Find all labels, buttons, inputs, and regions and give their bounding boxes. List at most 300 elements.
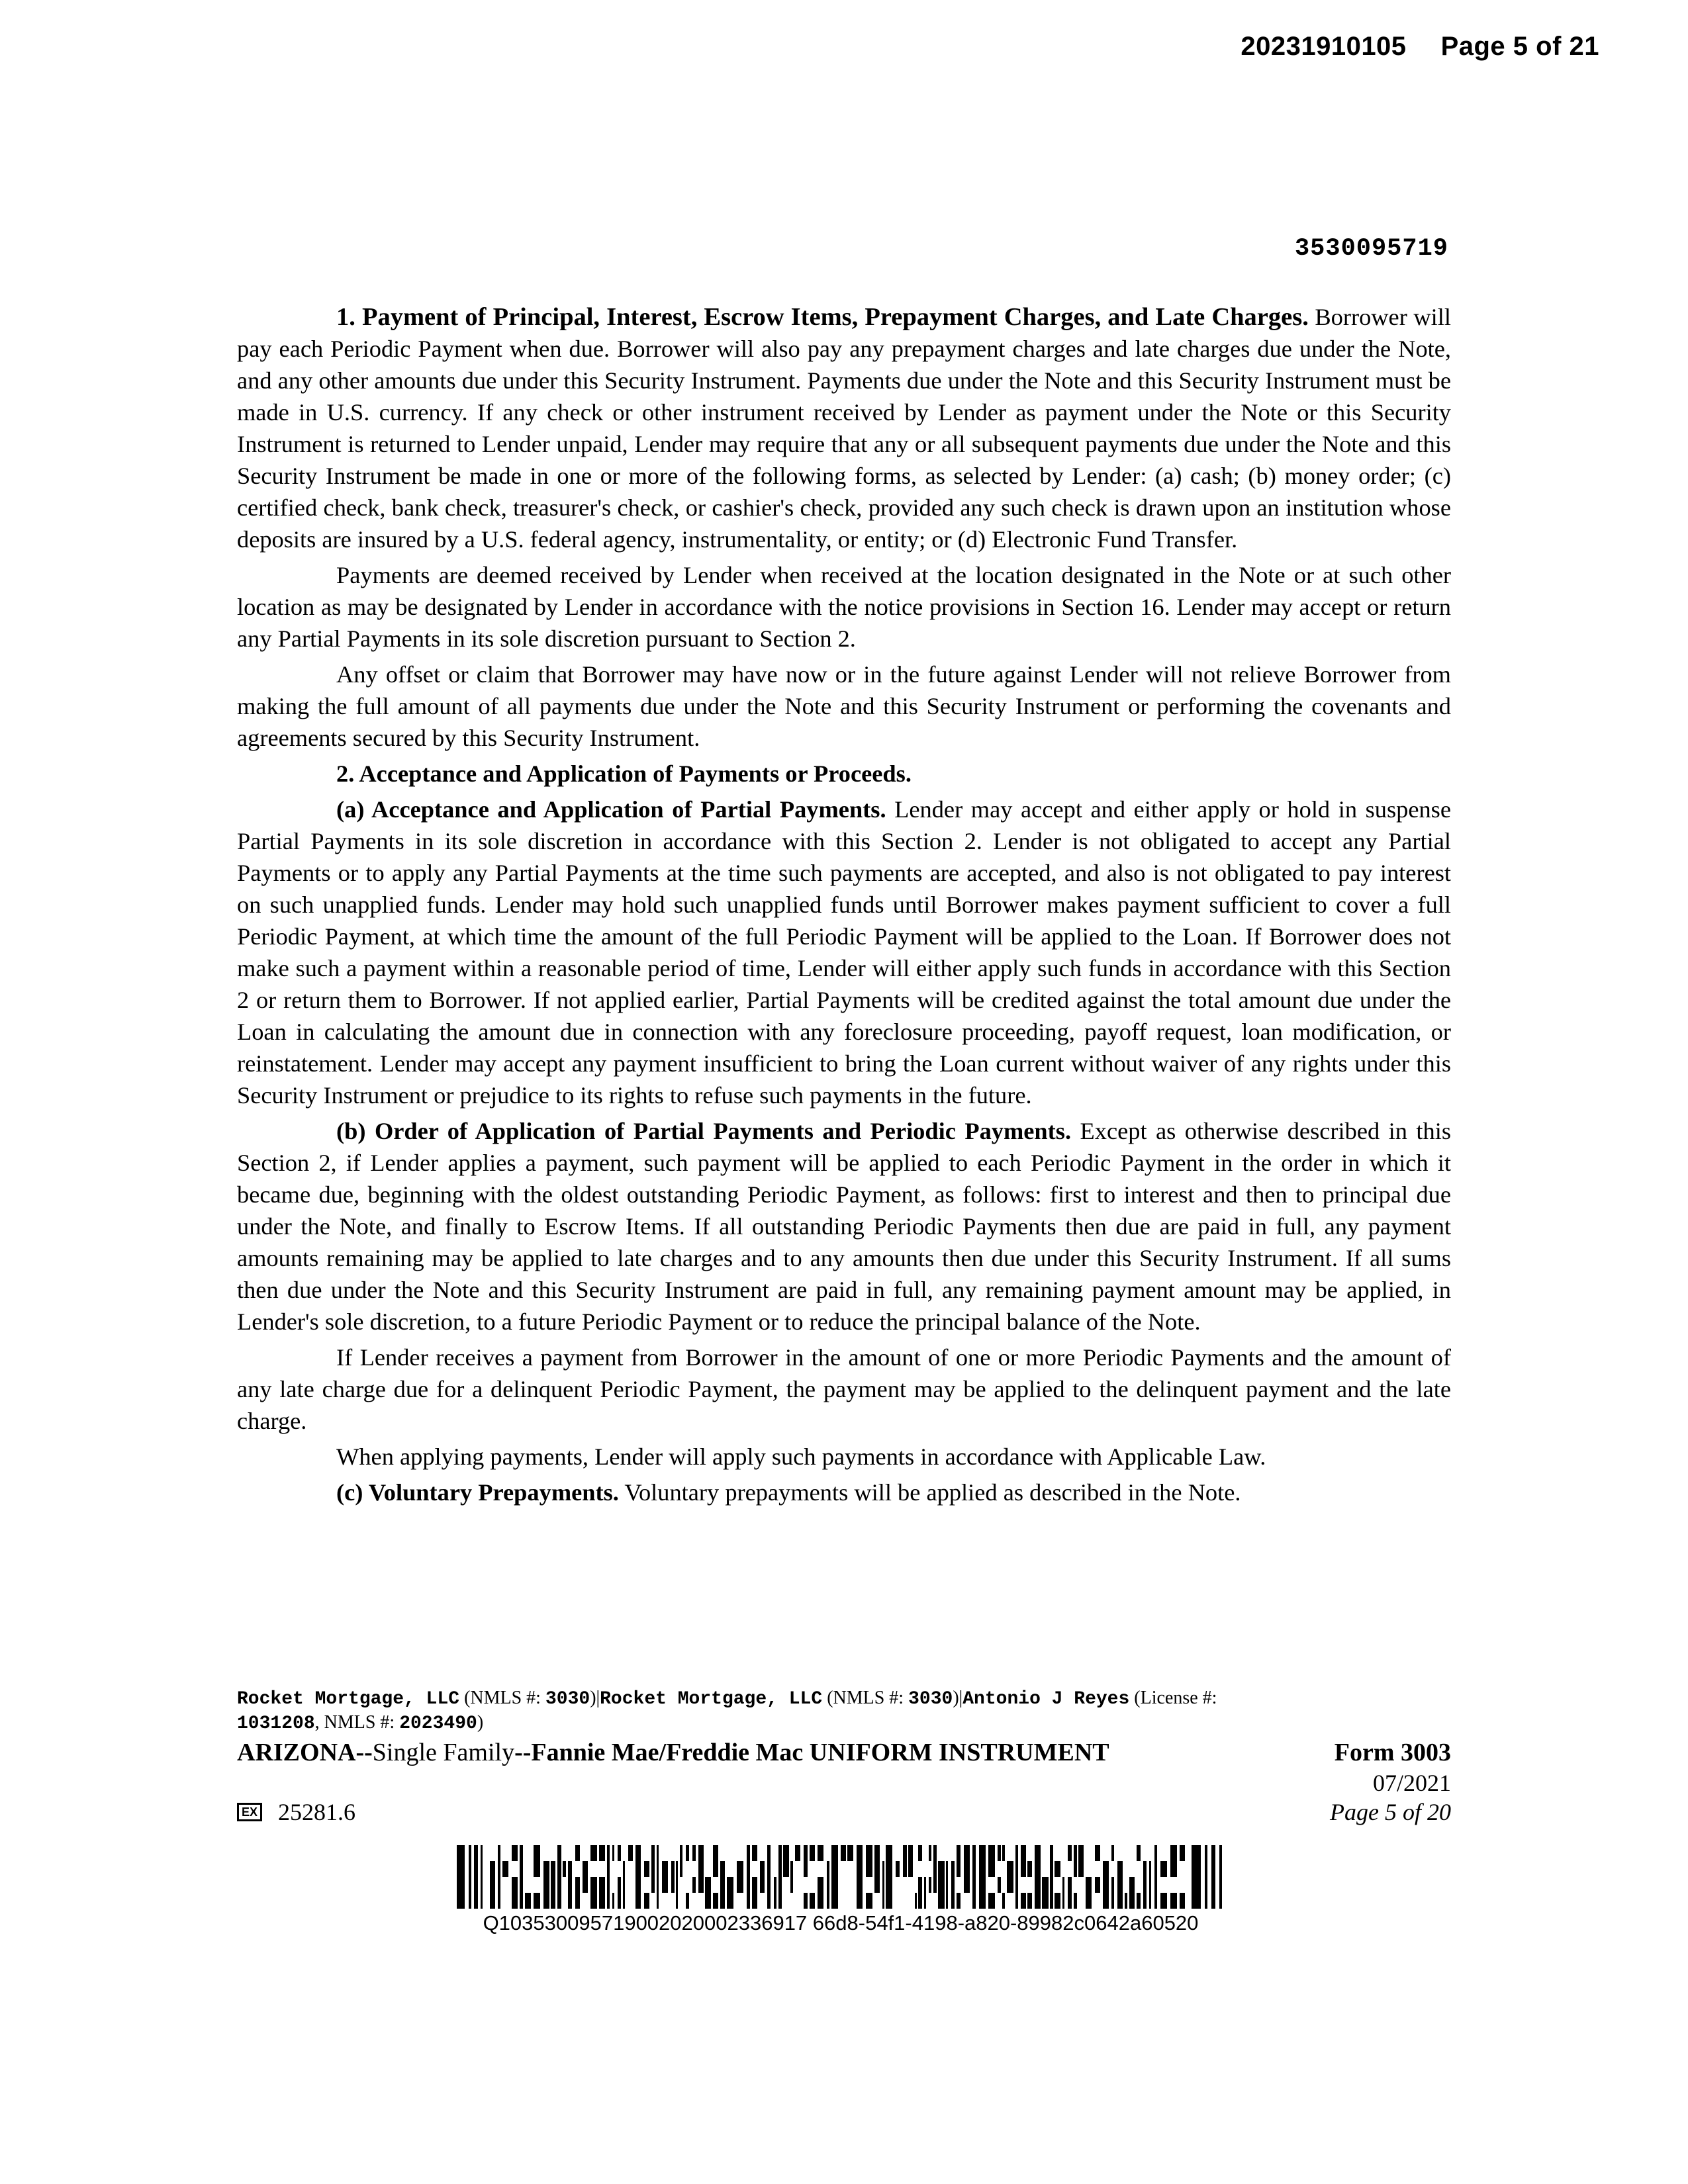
barcode-bar xyxy=(698,1877,704,1893)
barcode-bar xyxy=(908,1845,913,1861)
barcode-bar xyxy=(1074,1893,1077,1909)
barcode-bar xyxy=(1137,1845,1141,1861)
barcode-bar xyxy=(1027,1861,1032,1877)
barcode-bar xyxy=(866,1861,872,1877)
barcode-bar xyxy=(957,1893,961,1909)
nmls-label-3: , NMLS #: xyxy=(314,1712,400,1733)
barcode-bar xyxy=(698,1845,704,1861)
barcode-bar xyxy=(804,1893,808,1909)
barcode-bar xyxy=(676,1861,678,1877)
barcode-bar xyxy=(988,1845,995,1861)
barcode-bar xyxy=(1125,1893,1127,1909)
form-title: ARIZONA--Single Family--Fannie Mae/Freddie Mac UNIFORM INSTRUMENT xyxy=(237,1739,1109,1766)
barcode-bar xyxy=(568,1893,572,1909)
barcode-bar xyxy=(810,1893,815,1909)
barcode-bar xyxy=(543,1877,549,1893)
barcode-bar xyxy=(713,1845,718,1861)
barcode-bar xyxy=(490,1893,495,1909)
barcode-bar xyxy=(946,1893,948,1909)
barcode-bar xyxy=(1103,1893,1109,1909)
barcode-bar xyxy=(469,1845,471,1909)
barcode-bar xyxy=(874,1861,880,1877)
barcode-bar xyxy=(988,1861,995,1877)
barcode-bar xyxy=(713,1893,718,1909)
barcode-bar xyxy=(1015,1893,1018,1909)
barcode-bar xyxy=(924,1893,926,1909)
barcode-bar xyxy=(1002,1845,1005,1861)
barcode-bar xyxy=(918,1893,922,1909)
barcode-bar xyxy=(790,1877,793,1893)
barcode-bar xyxy=(857,1861,863,1877)
barcode-bar xyxy=(1154,1845,1157,1861)
barcode-bar xyxy=(543,1893,549,1909)
barcode-bar xyxy=(1050,1861,1053,1877)
barcode-bar xyxy=(481,1845,483,1909)
barcode-bar xyxy=(938,1877,945,1893)
barcode-bar xyxy=(657,1877,659,1893)
barcode-bar xyxy=(1103,1861,1109,1877)
barcode-bar xyxy=(551,1861,555,1877)
barcode-bar xyxy=(933,1877,937,1893)
barcode-bar xyxy=(810,1845,815,1861)
barcode-bar xyxy=(1111,1877,1114,1893)
section-2b-title: (b) Order of Application of Partial Payments and Periodic Payments. xyxy=(336,1118,1072,1144)
page-footer xyxy=(237,1686,1451,1827)
barcode-bar xyxy=(563,1861,566,1877)
barcode-bar xyxy=(1068,1877,1072,1893)
section-2-title: 2. Acceptance and Application of Payments or Proceeds. xyxy=(336,760,912,787)
barcode-bar xyxy=(882,1877,884,1893)
recording-page-label: Page 5 of 21 xyxy=(1440,32,1599,61)
barcode-bar xyxy=(720,1861,725,1877)
barcode-bar xyxy=(520,1893,523,1909)
barcode-bar xyxy=(590,1877,597,1893)
nmls-number-3: 2023490 xyxy=(399,1713,477,1734)
barcode-bar xyxy=(551,1893,555,1909)
section-2b-paragraph-3: When applying payments, Lender will apply such payments in accordance with Applicable Law. xyxy=(336,1443,1266,1470)
barcode-bar xyxy=(747,1861,750,1877)
barcode-bar xyxy=(590,1893,597,1909)
barcode-bar xyxy=(1211,1845,1215,1909)
barcode-bar xyxy=(575,1877,580,1893)
barcode-bar xyxy=(1180,1893,1185,1909)
barcode-bar xyxy=(857,1845,863,1861)
barcode-bar xyxy=(607,1861,610,1877)
barcode-bar xyxy=(886,1861,892,1877)
barcode-bar xyxy=(1078,1845,1084,1861)
barcode-bar xyxy=(490,1877,495,1893)
section-2b-paragraph-2: If Lender receives a payment from Borrower in the amount of one or more Periodic Payments and the amount of any late charge due for a delinquent Periodic Payment, the payment may be applied to the delinquent payment and the late charge. xyxy=(237,1344,1451,1434)
barcode-bar xyxy=(767,1893,771,1909)
barcode-bar xyxy=(575,1893,580,1909)
barcode-bar xyxy=(1160,1861,1167,1877)
barcode-bar xyxy=(686,1893,689,1909)
barcode-bar xyxy=(671,1861,675,1877)
nmls-number-1: 3030 xyxy=(545,1689,590,1709)
barcode-bar xyxy=(727,1877,733,1893)
barcode-bar xyxy=(972,1861,976,1877)
barcode-bar xyxy=(498,1877,500,1893)
barcode-bar xyxy=(1035,1893,1041,1909)
barcode-bar xyxy=(767,1845,771,1861)
barcode-bar xyxy=(804,1845,808,1861)
barcode-bar xyxy=(520,1877,523,1893)
barcode-bar xyxy=(964,1861,970,1877)
barcode-bar xyxy=(1143,1877,1147,1893)
barcode-bar xyxy=(1154,1877,1157,1893)
barcode-bar xyxy=(886,1877,892,1893)
barcode-bar xyxy=(1192,1845,1201,1909)
barcode-text: Q103530095719002020002336917 66d8-54f1-4198-a820-89982c0642a60520 xyxy=(483,1911,1199,1934)
barcode-bar xyxy=(1074,1861,1077,1877)
barcode-bar xyxy=(874,1845,880,1861)
barcode-bar xyxy=(599,1877,605,1893)
barcode-bar xyxy=(1117,1861,1123,1877)
barcode-bar xyxy=(635,1877,641,1893)
barcode-bar xyxy=(857,1893,863,1909)
barcode-bar xyxy=(964,1845,970,1861)
section-2a-text: Lender may accept and either apply or hold in suspense Partial Payments in its sole discretion in accordance with this Section 2. Lender is not obligated to accept any Partial Payments or to apply any Partial Payments at the time such payments are accepted, and also is not obligated to pay interest on such unapplied funds. Lender may hold such unapplied funds until Borrower makes payment sufficient to cover a full Periodic Payment, at which time the amount of the full Periodic Payment will be applied to the Loan. If Borrower does not make such a payment within a reasonable period of time, Lender will either apply such funds in accordance with this Section 2 or return them to Borrower. If not applied earlier, Partial Payments will be credited against the total amount due under the Loan in calculating the amount due in connection with any foreclosure proceeding, payoff request, loan modification, or reinstatement. Lender may accept any payment insufficient to bring the Loan current without waiver of any rights under this Security Instrument or prejudice to its rights to refuse such payments in the future. xyxy=(237,796,1451,1109)
barcode-bar xyxy=(1149,1893,1151,1909)
barcode-bar xyxy=(1050,1877,1053,1893)
barcode-bar xyxy=(831,1877,838,1893)
barcode-bar xyxy=(1027,1893,1032,1909)
barcode-bar xyxy=(979,1861,986,1877)
barcode-bar xyxy=(727,1893,733,1909)
barcode-bar xyxy=(1137,1893,1141,1909)
barcode-bar xyxy=(924,1877,926,1893)
barcode-bar xyxy=(1117,1893,1123,1909)
barcode-bar xyxy=(747,1845,750,1861)
barcode-bar xyxy=(543,1861,549,1877)
barcode-bar xyxy=(680,1861,682,1877)
barcode-bar xyxy=(599,1893,605,1909)
barcode-bar xyxy=(657,1861,659,1877)
barcode-bar xyxy=(831,1893,838,1909)
barcode-bar xyxy=(938,1861,945,1877)
barcode-bar xyxy=(778,1845,782,1861)
barcode-bar xyxy=(1035,1877,1041,1893)
lender-name-2: Rocket Mortgage, LLC xyxy=(600,1689,823,1709)
barcode-bar xyxy=(933,1845,937,1861)
barcode-bar xyxy=(534,1893,540,1909)
barcode-bar xyxy=(512,1845,518,1861)
barcode-bar xyxy=(874,1877,880,1893)
barcode-bar xyxy=(657,1893,659,1909)
barcode-bar xyxy=(512,1877,518,1893)
barcode-bar xyxy=(457,1845,465,1909)
barcode-bar xyxy=(886,1893,892,1909)
section-2b-paragraph xyxy=(237,1115,1451,1338)
barcode-bar xyxy=(1074,1845,1077,1861)
doc-code: 25281.6 xyxy=(278,1799,356,1825)
barcode-bar xyxy=(760,1861,765,1877)
barcode-bar xyxy=(790,1861,793,1877)
barcode-bar xyxy=(1170,1845,1177,1861)
barcode-bar xyxy=(827,1893,829,1909)
barcode-bar xyxy=(929,1845,931,1861)
barcode-bar xyxy=(882,1893,884,1909)
section-2b-text: Except as otherwise described in this Section 2, if Lender applies a payment, such payment will be applied to each Periodic Payment in the order in which it became due, beginning with the oldest outstanding Periodic Payment, as follows: first to interest and then to principal due under the Note, and finally to Escrow Items. If all outstanding Periodic Payments then due are paid in full, any payment amounts remaining may be applied to late charges and to any amounts then due under this Security Instrument. If all sums then due under the Note and this Security Instrument are paid in full, any remaining payment amount may be applied, in Lender's sole discretion, to a future Periodic Payment or to reduce the principal balance of the Note. xyxy=(237,1118,1451,1335)
barcode-bar xyxy=(1143,1893,1147,1909)
barcode-bar xyxy=(644,1861,649,1877)
barcode-bar xyxy=(662,1861,668,1877)
barcode-bar xyxy=(778,1861,782,1877)
barcode-bar xyxy=(575,1845,580,1861)
barcode-bar xyxy=(1007,1877,1013,1893)
barcode-bar xyxy=(1035,1845,1041,1861)
barcode-bar xyxy=(512,1893,518,1909)
barcode-bar xyxy=(1050,1845,1053,1861)
barcode-bar xyxy=(1160,1893,1167,1909)
barcode-bar xyxy=(818,1877,823,1893)
barcode-bar xyxy=(1086,1877,1092,1893)
barcode-bar xyxy=(557,1845,561,1861)
barcode-bar xyxy=(938,1893,945,1909)
form-title-row xyxy=(237,1737,1451,1768)
nmls-label-1: (NMLS #: xyxy=(464,1688,545,1708)
barcode-bar xyxy=(1205,1845,1207,1909)
barcode-bar xyxy=(1129,1893,1135,1909)
barcode-bar xyxy=(1170,1861,1177,1877)
barcode-bar xyxy=(671,1877,675,1893)
barcode-bar xyxy=(1062,1877,1064,1893)
barcode-bar xyxy=(651,1845,655,1861)
barcode-bar xyxy=(618,1877,621,1893)
barcode-bar xyxy=(957,1861,961,1877)
barcode-bar xyxy=(720,1877,725,1893)
form-number: Form 3003 xyxy=(1334,1739,1451,1766)
document-barcode xyxy=(457,1845,1225,1909)
barcode-bar xyxy=(903,1861,907,1877)
barcode-bar xyxy=(1149,1877,1151,1893)
barcode-bar xyxy=(908,1861,913,1877)
barcode-bar xyxy=(1068,1893,1072,1909)
barcode-bar xyxy=(1117,1877,1123,1893)
instrument-name: Fannie Mae/Freddie Mac UNIFORM INSTRUMENT xyxy=(531,1739,1109,1766)
barcode-bar xyxy=(612,1845,614,1861)
barcode-bar xyxy=(1015,1861,1018,1877)
barcode-bar xyxy=(1055,1893,1060,1909)
barcode-bar xyxy=(760,1877,765,1893)
barcode-bar xyxy=(972,1877,976,1893)
barcode-bar xyxy=(951,1861,955,1877)
barcode-bar xyxy=(951,1893,955,1909)
barcode-bar xyxy=(1180,1845,1185,1861)
barcode-bar xyxy=(1062,1893,1064,1909)
barcode-bar xyxy=(705,1877,711,1893)
barcode-bar xyxy=(623,1893,625,1909)
loan-number: 3530095719 xyxy=(1294,235,1448,263)
barcode-bar xyxy=(818,1845,823,1861)
barcode-bar xyxy=(929,1877,931,1893)
barcode-bar xyxy=(1170,1893,1177,1909)
barcode-bar xyxy=(1021,1845,1026,1861)
barcode-bar xyxy=(979,1845,986,1861)
barcode-bar xyxy=(623,1877,625,1893)
barcode-bar xyxy=(827,1877,829,1893)
barcode-bar xyxy=(1015,1877,1018,1893)
barcode-bar xyxy=(618,1845,621,1861)
barcode-bar xyxy=(831,1861,838,1877)
barcode-bar xyxy=(680,1845,682,1861)
barcode-bar xyxy=(698,1861,704,1877)
barcode-bar xyxy=(651,1861,655,1877)
barcode-bar xyxy=(498,1845,500,1861)
barcode-bar xyxy=(498,1893,500,1909)
form-date: 07/2021 xyxy=(1372,1770,1451,1796)
barcode-bar xyxy=(520,1861,523,1877)
barcode-bar xyxy=(502,1861,508,1877)
barcode-bar xyxy=(946,1861,948,1877)
barcode-bar xyxy=(1055,1861,1060,1877)
barcode-bar xyxy=(1143,1861,1147,1877)
barcode-bar xyxy=(612,1893,614,1909)
barcode-bar xyxy=(1042,1893,1049,1909)
barcode-bar xyxy=(972,1845,976,1861)
barcode-bar xyxy=(1111,1845,1114,1861)
barcode-bar xyxy=(692,1877,696,1893)
barcode-bar xyxy=(988,1893,995,1909)
recording-header xyxy=(1241,32,1599,62)
barcode-bar xyxy=(525,1893,531,1909)
barcode-bar xyxy=(747,1893,750,1909)
barcode-bar xyxy=(831,1845,838,1861)
barcode-bar xyxy=(628,1845,633,1861)
barcode-bar xyxy=(1219,1845,1222,1909)
barcode-bar xyxy=(1078,1861,1084,1877)
section-2a-title: (a) Acceptance and Application of Partial Payments. xyxy=(336,796,886,823)
barcode-bar xyxy=(933,1861,937,1877)
barcode-bar xyxy=(957,1845,961,1861)
document-body xyxy=(237,301,1451,1512)
barcode-bar xyxy=(623,1861,625,1877)
barcode-bar xyxy=(964,1877,970,1893)
barcode-bar xyxy=(490,1861,495,1877)
barcode-bar xyxy=(752,1877,757,1893)
barcode-bar xyxy=(752,1845,757,1861)
barcode-bar xyxy=(1021,1861,1026,1877)
originator-name: Antonio J Reyes xyxy=(962,1689,1130,1709)
barcode-bar xyxy=(886,1845,892,1861)
barcode-bar xyxy=(1086,1893,1092,1909)
license-number: 1031208 xyxy=(237,1713,315,1734)
barcode-bar xyxy=(1007,1861,1013,1877)
lender-name-1: Rocket Mortgage, LLC xyxy=(237,1689,460,1709)
barcode-bar xyxy=(651,1877,655,1893)
state-name: ARIZONA xyxy=(237,1739,356,1766)
barcode-bar xyxy=(1095,1845,1100,1861)
licensing-line: Rocket Mortgage, LLC (NMLS #: 3030)|Rocket Mortgage, LLC (NMLS #: 3030)|Antonio J Reyes (License #: 1031208, NMLS #: 2023490) xyxy=(237,1688,1217,1734)
barcode-bar xyxy=(752,1893,757,1909)
barcode-bar xyxy=(918,1845,922,1861)
barcode-bar xyxy=(998,1877,1001,1893)
barcode-bar xyxy=(979,1893,986,1909)
barcode-bar xyxy=(1015,1845,1018,1861)
barcode-bar xyxy=(783,1845,789,1861)
section-2c-text: Voluntary prepayments will be applied as described in the Note. xyxy=(624,1479,1241,1506)
barcode-bar xyxy=(474,1845,478,1909)
barcode-bar xyxy=(607,1845,610,1861)
barcode-bar xyxy=(568,1861,572,1877)
barcode-bar xyxy=(1068,1845,1072,1861)
barcode-bar xyxy=(918,1877,922,1893)
section-1-paragraph-3: Any offset or claim that Borrower may have now or in the future against Lender will not relieve Borrower from making the full amount of all payments due under the Note and this Security Instrument or performing the covenants and agreements secured by this Security Instrument. xyxy=(237,661,1451,751)
barcode-bar xyxy=(795,1845,800,1861)
barcode-bar xyxy=(635,1861,641,1877)
barcode-bar xyxy=(1129,1877,1135,1893)
barcode-bar xyxy=(590,1845,597,1861)
barcode-bar xyxy=(705,1893,711,1909)
barcode-bar xyxy=(676,1893,678,1909)
section-1-text: Borrower will pay each Periodic Payment when due. Borrower will also pay any prepayment charges and late charges due under the Note, and any other amounts due under this Security Instrument. Payments due under the Note and this Security Instrument must be made in U.S. currency. If any check or other instrument received by Lender as payment under the Note or this Security Instrument is returned to Lender unpaid, Lender may require that any or all subsequent payments due under the Note and this Security Instrument be made in one or more of the following forms, as selected by Lender: (a) cash; (b) money order; (c) certified check, bank check, treasurer's check, or cashier's check, provided any such check is drawn upon an institution whose deposits are insured by a U.S. federal agency, instrumentality, or entity; or (d) Electronic Fund Transfer. xyxy=(237,304,1451,553)
barcode-bar xyxy=(1095,1877,1100,1893)
barcode-bar xyxy=(657,1845,659,1861)
barcode-bar xyxy=(998,1845,1001,1861)
barcode-bar xyxy=(1021,1893,1026,1909)
doc-code-row xyxy=(237,1797,1451,1827)
barcode-bar xyxy=(534,1845,540,1861)
barcode-bar xyxy=(599,1845,605,1861)
section-2a-paragraph xyxy=(237,794,1451,1111)
barcode-bar xyxy=(783,1861,789,1877)
recording-number: 20231910105 xyxy=(1241,32,1407,61)
barcode-bar xyxy=(972,1893,976,1909)
barcode-bar xyxy=(551,1877,555,1893)
barcode-bar xyxy=(903,1845,907,1861)
barcode-bar xyxy=(767,1877,771,1893)
barcode-bar xyxy=(737,1877,743,1893)
section-1-paragraph-2: Payments are deemed received by Lender when received at the location designated in the Note or at such other location as may be designated by Lender in accordance with the notice provisions in Section 16. Lender may accept or return any Partial Payments in its sole discretion pursuant to Section 2. xyxy=(237,562,1451,652)
section-2c-paragraph xyxy=(237,1477,1451,1508)
barcode-bar xyxy=(583,1861,588,1877)
barcode-bar xyxy=(774,1893,776,1909)
barcode-bar xyxy=(676,1877,678,1893)
barcode-bar xyxy=(557,1861,561,1877)
barcode-bar xyxy=(692,1845,696,1861)
barcode-bar xyxy=(1002,1893,1005,1909)
barcode-bar xyxy=(662,1877,668,1893)
instrument-type: Single Family xyxy=(372,1739,515,1766)
barcode-bar xyxy=(557,1893,561,1909)
nmls-number-2: 3030 xyxy=(908,1689,953,1709)
barcode-bar xyxy=(915,1893,917,1909)
barcode-bar xyxy=(778,1893,782,1909)
barcode-bar xyxy=(568,1877,572,1893)
barcode-bar xyxy=(818,1893,823,1909)
barcode-bar xyxy=(1149,1861,1151,1877)
barcode-bar xyxy=(534,1861,540,1877)
barcode-bar xyxy=(498,1861,500,1877)
section-1-paragraph xyxy=(237,301,1451,555)
barcode-bar xyxy=(1050,1893,1053,1909)
barcode-bar xyxy=(737,1861,743,1877)
ex-badge-icon: EX xyxy=(237,1803,262,1821)
barcode-bar xyxy=(607,1877,610,1893)
barcode-bar xyxy=(607,1893,610,1909)
form-page-number: Page 5 of 20 xyxy=(1330,1799,1451,1825)
barcode-bar xyxy=(804,1861,808,1877)
barcode-bar xyxy=(686,1845,689,1861)
barcode-bar xyxy=(644,1893,649,1909)
barcode-bar xyxy=(896,1861,900,1877)
barcode-bar xyxy=(557,1877,561,1893)
barcode-bar xyxy=(747,1877,750,1893)
barcode-bar xyxy=(1111,1893,1114,1909)
barcode-bar xyxy=(857,1877,863,1893)
barcode-bar xyxy=(618,1893,621,1909)
barcode-bar xyxy=(946,1877,948,1893)
